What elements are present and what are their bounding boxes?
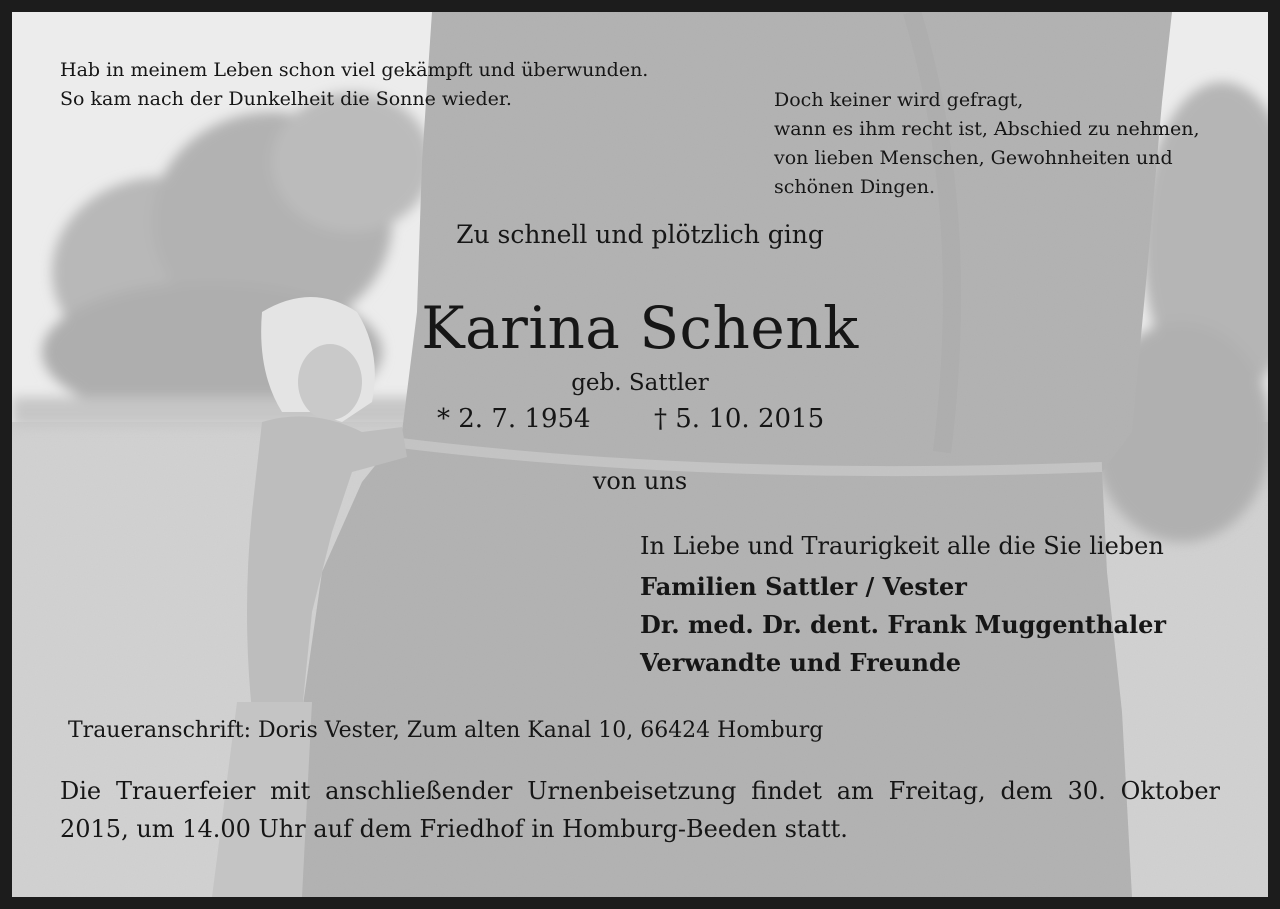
closing-text: von uns [592, 467, 688, 495]
poem-right-line: Doch keiner wird gefragt, [774, 89, 1024, 111]
obituary-notice [12, 12, 1268, 897]
poem-left-line: Hab in meinem Leben schon viel gekämpft und überwunden. [60, 59, 649, 81]
mourners-intro: In Liebe und Traurigkeit alle die Sie lieben [640, 532, 1164, 560]
ceremony-notice: Die Trauerfeier mit anschließender Urnenbeisetzung findet am Freitag, dem 30. Oktober 2015, um 14.00 Uhr auf dem Friedhof in Homburg-Beeden statt. [60, 777, 1220, 843]
deceased-name: Karina Schenk [421, 294, 859, 362]
poem-right [774, 86, 1200, 202]
birth-name: geb. Sattler [571, 370, 709, 396]
mourner-entry: Verwandte und Freunde [640, 648, 961, 677]
death-date: † 5. 10. 2015 [654, 404, 825, 434]
birth-date: * 2. 7. 1954 [437, 404, 591, 434]
poem-right-line: wann es ihm recht ist, Abschied zu nehmen, [774, 118, 1200, 140]
mourners-list [640, 568, 1166, 682]
mourner-entry: Familien Sattler / Vester [640, 572, 967, 601]
poem-left [60, 56, 648, 114]
lead-text: Zu schnell und plötzlich ging [456, 220, 824, 249]
mourning-address: Traueranschrift: Doris Vester, Zum alten Kanal 10, 66424 Homburg [68, 718, 824, 743]
poem-right-line: von lieben Menschen, Gewohnheiten und [774, 147, 1173, 169]
poem-left-line: So kam nach der Dunkelheit die Sonne wieder. [60, 88, 512, 110]
mourner-entry: Dr. med. Dr. dent. Frank Muggenthaler [640, 610, 1167, 639]
poem-right-line: schönen Dingen. [774, 176, 936, 198]
